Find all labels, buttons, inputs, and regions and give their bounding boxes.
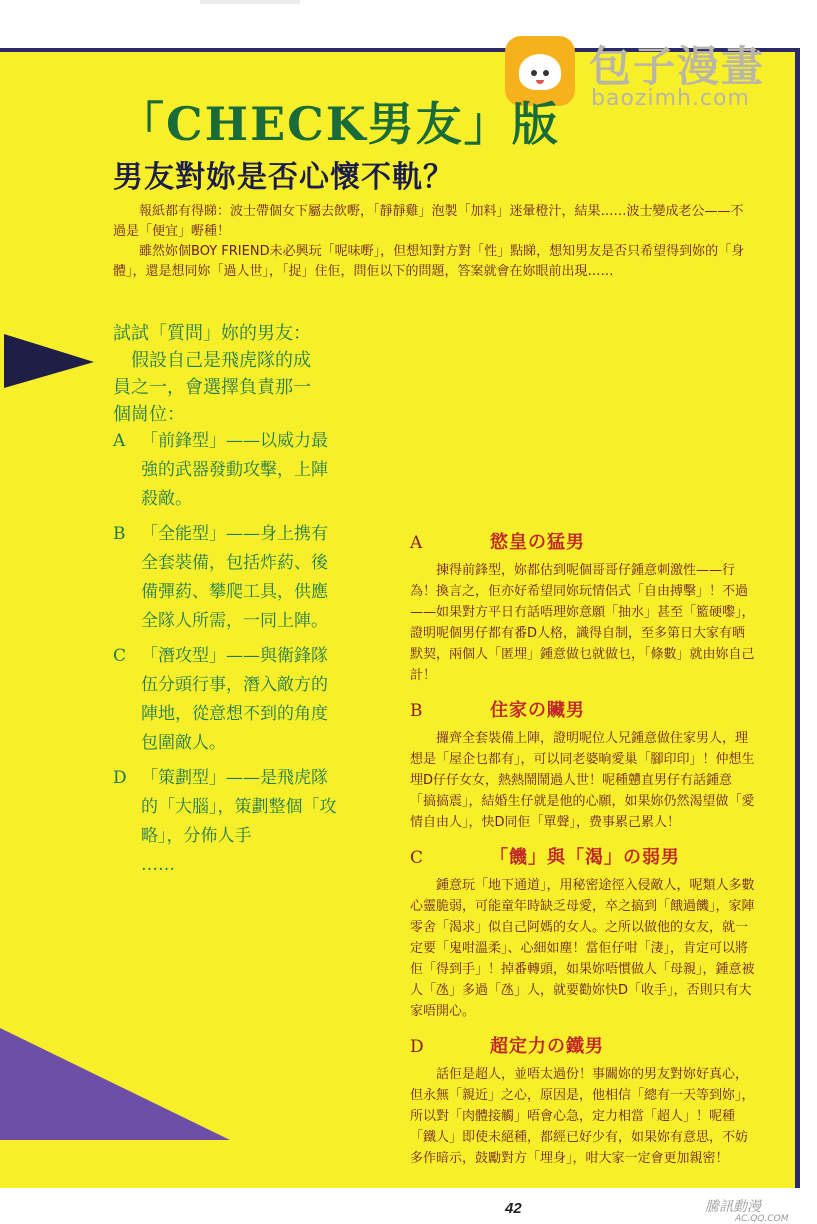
quiz-question: [113, 320, 328, 428]
option-a: [113, 427, 338, 514]
corner-logo-url: AC.QQ.COM: [735, 1214, 789, 1224]
answer-letter: A: [410, 533, 423, 553]
answer-c: [410, 843, 755, 1022]
option-letter: A: [113, 431, 126, 451]
decorative-corner: [0, 1028, 230, 1140]
scan-edge: [200, 0, 300, 4]
page-number: 42: [505, 1200, 522, 1217]
option-text: 「策劃型」——是飛虎隊的「大腦」，策劃整個「攻略」，分佈人手: [141, 768, 337, 846]
answer-b: [410, 696, 755, 833]
option-d: [113, 764, 338, 851]
answer-body: 話佢是超人，並唔太過份！事關妳的男友對妳好真心，但永無「親近」之心，原因是，他相信「總有一天等到妳」，所以對「肉體接觸」唔會心急，定力相當「超人」！呢種「鐵人」即使未絕種，都經已好少有，如果妳有意思，不妨多作暗示，鼓勵對方「埋身」，咁大家一定會更加親密！: [410, 1067, 755, 1166]
option-letter: C: [113, 646, 127, 666]
option-text: 「前鋒型」——以威力最強的武器發動攻擊，上陣殺敵。: [141, 431, 328, 509]
intro-paragraph: 雖然妳個BOY FRIEND未必興玩「呢味嘢」，但想知對方對「性」點睇，想知男友是否只希望得到妳的「身體」，還是想同妳「過人世」，「捉」住佢，問佢以下的問題，答案就會在妳眼前出現……: [113, 244, 745, 279]
quiz-answers: [410, 528, 755, 1179]
answer-letter: C: [410, 848, 424, 868]
question-body: 假設自己是飛虎隊的成員之一，會選擇負責那一個崗位：: [113, 350, 311, 425]
options-ellipsis: ……: [141, 855, 175, 875]
option-text: 「潛攻型」——與衛鋒隊伍分頭行事，潛入敵方的陣地，從意想不到的角度包圍敵人。: [141, 646, 328, 753]
answer-title: 慾皇の猛男: [490, 532, 585, 553]
quiz-options: [113, 427, 338, 880]
page-subtitle: 男友對妳是否心懷不軌？: [113, 160, 454, 195]
option-text: 「全能型」——身上携有全套裝備，包括炸葯、後備彈葯、攀爬工具，供應全隊人所需，一同上陣。: [141, 524, 328, 631]
answer-letter: B: [410, 701, 423, 721]
answer-body: 攞齊全套裝備上陣，證明呢位人兄鍾意做住家男人，理想是「屋企乜都有」，可以同老婆晌愛巢「腳印印」！仲想生埋D仔仔女女，熱熱鬧鬧過人世！呢種戇直男仔冇話鍾意「搞搞震」，結婚生仔就是他的心願，如果妳仍然渴望做「愛情自由人」，快D同佢「單聲」，费事累己累人！: [410, 731, 755, 830]
answer-letter: D: [410, 1037, 424, 1057]
option-letter: D: [113, 768, 127, 788]
page-title: 「CHECK男友」版: [118, 97, 560, 151]
answer-title: 住家の贜男: [490, 700, 585, 721]
answer-title: 超定力の鐵男: [490, 1036, 604, 1057]
answer-body: 鍾意玩「地下通道」，用秘密途徑入侵敵人，呢類人多數心靈脆弱，可能童年時缺乏母愛，卒之搞到「餓過饑」，家陣零舍「渴求」似自己阿媽的女人。之所以做他的女友，就一定要「鬼咁溫柔」、心細如塵！當佢仔咁「淒」，肯定可以將佢「得到手」！掉番轉頭，如果妳唔慣做人「母親」，鍾意被人「氹」多過「氹」人，就要勸妳快D「收手」，否則只有大家唔開心。: [410, 878, 755, 1019]
corner-logo-name: 騰訊動漫: [705, 1199, 761, 1215]
option-letter: B: [113, 524, 126, 544]
intro-paragraph: 報紙都有得睇：波士帶個女下屬去飲嘢，「靜靜雞」泡製「加料」迷暈橙汁，結果……波士變成老公——不過是「便宜」嘢種！: [113, 204, 744, 239]
intro-text: [113, 202, 748, 282]
answer-d: [410, 1032, 755, 1169]
decorative-arrow-top: [4, 334, 94, 362]
answer-a: [410, 528, 755, 686]
decorative-arrow-bottom: [4, 362, 94, 388]
option-b: [113, 520, 338, 636]
answer-body: 揀得前鋒型，妳都估到呢個哥哥仔鍾意刺激性——行為！換言之，佢亦好希望同妳玩情侶式「自由搏擊」！不過——如果對方平日冇話唔理妳意願「抽水」甚至「籃硬嚟」，證明呢個男仔都有番D人格，識得自制，至多第日大家有晒默契，兩個人「匿埋」鍾意做乜就做乜，「條數」就由妳自己計！: [410, 563, 755, 683]
watermark-url: baozimh.com: [591, 86, 750, 111]
watermark-name: 包子漫畫: [589, 42, 766, 91]
answer-title: 「饑」與「渴」の弱男: [490, 847, 680, 868]
corner-logo: [705, 1196, 788, 1224]
question-lead: 試試「質問」妳的男友：: [113, 323, 311, 344]
option-c: [113, 642, 338, 758]
